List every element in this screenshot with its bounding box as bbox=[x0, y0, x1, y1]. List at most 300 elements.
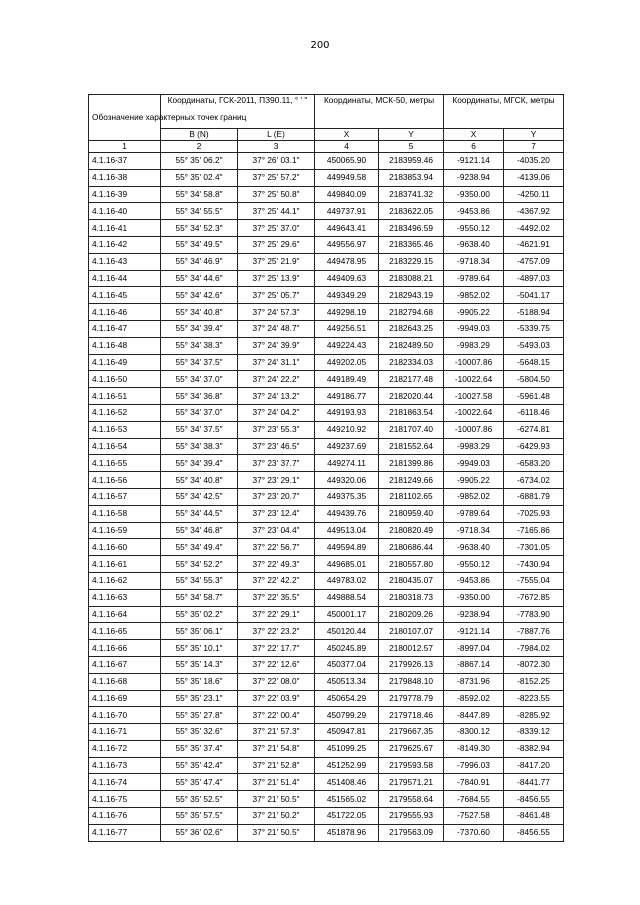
msk-x-cell: 449685.01 bbox=[315, 556, 379, 573]
header-l: L (E) bbox=[238, 129, 315, 141]
longitude-l-cell: 37° 22' 56.7" bbox=[238, 539, 315, 556]
latitude-b-cell: 55° 35' 23.1" bbox=[161, 690, 238, 707]
msk-x-cell: 450947.81 bbox=[315, 724, 379, 741]
point-id-cell: 4.1.16-39 bbox=[89, 186, 161, 203]
table-row bbox=[89, 438, 564, 455]
longitude-l-cell: 37° 21' 50.5" bbox=[238, 824, 315, 841]
longitude-l-cell: 37° 21' 51.4" bbox=[238, 774, 315, 791]
mgsk-x-cell: -10007.86 bbox=[444, 354, 504, 371]
mgsk-x-cell: -9905.22 bbox=[444, 472, 504, 489]
mgsk-y-cell: -5493.03 bbox=[504, 337, 564, 354]
table-row bbox=[89, 287, 564, 304]
column-number: 1 bbox=[89, 141, 161, 153]
mgsk-x-cell: -9238.94 bbox=[444, 169, 504, 186]
msk-x-cell: 451878.96 bbox=[315, 824, 379, 841]
latitude-b-cell: 55° 34' 49.4" bbox=[161, 539, 238, 556]
point-id-cell: 4.1.16-53 bbox=[89, 421, 161, 438]
mgsk-x-cell: -9453.86 bbox=[444, 203, 504, 220]
mgsk-y-cell: -7984.02 bbox=[504, 640, 564, 657]
point-id-cell: 4.1.16-65 bbox=[89, 623, 161, 640]
point-id-cell: 4.1.16-59 bbox=[89, 522, 161, 539]
msk-y-cell: 2180557.80 bbox=[379, 556, 444, 573]
point-id-cell: 4.1.16-64 bbox=[89, 606, 161, 623]
point-id-cell: 4.1.16-55 bbox=[89, 455, 161, 472]
page-number: 200 bbox=[310, 40, 330, 51]
mgsk-x-cell: -8731.96 bbox=[444, 673, 504, 690]
mgsk-y-cell: -4139.06 bbox=[504, 169, 564, 186]
msk-y-cell: 2182020.44 bbox=[379, 388, 444, 405]
msk-y-cell: 2179718.46 bbox=[379, 707, 444, 724]
point-id-cell: 4.1.16-47 bbox=[89, 320, 161, 337]
point-id-cell: 4.1.16-73 bbox=[89, 757, 161, 774]
longitude-l-cell: 37° 21' 50.5" bbox=[238, 791, 315, 808]
latitude-b-cell: 55° 34' 46.8" bbox=[161, 522, 238, 539]
msk-x-cell: 449193.93 bbox=[315, 404, 379, 421]
msk-y-cell: 2180959.40 bbox=[379, 505, 444, 522]
mgsk-x-cell: -9121.14 bbox=[444, 623, 504, 640]
mgsk-y-cell: -8417.20 bbox=[504, 757, 564, 774]
point-id-cell: 4.1.16-45 bbox=[89, 287, 161, 304]
mgsk-x-cell: -9550.12 bbox=[444, 556, 504, 573]
msk-x-cell: 449513.04 bbox=[315, 522, 379, 539]
mgsk-x-cell: -9350.00 bbox=[444, 186, 504, 203]
point-id-cell: 4.1.16-61 bbox=[89, 556, 161, 573]
msk-x-cell: 449320.06 bbox=[315, 472, 379, 489]
msk-x-cell: 451099.25 bbox=[315, 740, 379, 757]
longitude-l-cell: 37° 24' 22.2" bbox=[238, 371, 315, 388]
table-row bbox=[89, 589, 564, 606]
longitude-l-cell: 37° 24' 31.1" bbox=[238, 354, 315, 371]
table-row bbox=[89, 203, 564, 220]
msk-y-cell: 2179848.10 bbox=[379, 673, 444, 690]
mgsk-y-cell: -6429.93 bbox=[504, 438, 564, 455]
table-row bbox=[89, 270, 564, 287]
mgsk-x-cell: -9852.02 bbox=[444, 287, 504, 304]
table-row bbox=[89, 774, 564, 791]
msk-x-cell: 450799.29 bbox=[315, 707, 379, 724]
mgsk-y-cell: -5961.48 bbox=[504, 388, 564, 405]
table-row bbox=[89, 673, 564, 690]
mgsk-x-cell: -7684.55 bbox=[444, 791, 504, 808]
mgsk-x-cell: -9638.40 bbox=[444, 539, 504, 556]
table-row bbox=[89, 455, 564, 472]
latitude-b-cell: 55° 34' 37.5" bbox=[161, 421, 238, 438]
longitude-l-cell: 37° 26' 03.1" bbox=[238, 153, 315, 170]
longitude-l-cell: 37° 23' 12.4" bbox=[238, 505, 315, 522]
latitude-b-cell: 55° 34' 39.4" bbox=[161, 320, 238, 337]
msk-y-cell: 2181399.86 bbox=[379, 455, 444, 472]
coordinates-table bbox=[88, 94, 564, 842]
longitude-l-cell: 37° 23' 37.7" bbox=[238, 455, 315, 472]
msk-y-cell: 2180435.07 bbox=[379, 572, 444, 589]
point-id-cell: 4.1.16-63 bbox=[89, 589, 161, 606]
point-id-cell: 4.1.16-67 bbox=[89, 656, 161, 673]
point-id-cell: 4.1.16-75 bbox=[89, 791, 161, 808]
mgsk-y-cell: -6274.81 bbox=[504, 421, 564, 438]
msk-y-cell: 2183622.05 bbox=[379, 203, 444, 220]
msk-y-cell: 2182794.68 bbox=[379, 304, 444, 321]
latitude-b-cell: 55° 34' 37.0" bbox=[161, 371, 238, 388]
mgsk-y-cell: -6118.46 bbox=[504, 404, 564, 421]
mgsk-y-cell: -4757.09 bbox=[504, 253, 564, 270]
mgsk-y-cell: -5648.15 bbox=[504, 354, 564, 371]
latitude-b-cell: 55° 34' 39.4" bbox=[161, 455, 238, 472]
mgsk-y-cell: -8339.12 bbox=[504, 724, 564, 741]
mgsk-y-cell: -8456.55 bbox=[504, 791, 564, 808]
longitude-l-cell: 37° 23' 20.7" bbox=[238, 488, 315, 505]
mgsk-y-cell: -7672.85 bbox=[504, 589, 564, 606]
mgsk-y-cell: -8382.94 bbox=[504, 740, 564, 757]
point-id-cell: 4.1.16-68 bbox=[89, 673, 161, 690]
mgsk-x-cell: -9350.00 bbox=[444, 589, 504, 606]
table-row bbox=[89, 421, 564, 438]
mgsk-x-cell: -7840.91 bbox=[444, 774, 504, 791]
latitude-b-cell: 55° 35' 42.4" bbox=[161, 757, 238, 774]
latitude-b-cell: 55° 34' 42.6" bbox=[161, 287, 238, 304]
msk-x-cell: 449237.69 bbox=[315, 438, 379, 455]
column-number: 5 bbox=[379, 141, 444, 153]
msk-y-cell: 2183741.32 bbox=[379, 186, 444, 203]
msk-y-cell: 2179778.79 bbox=[379, 690, 444, 707]
longitude-l-cell: 37° 23' 29.1" bbox=[238, 472, 315, 489]
table-row bbox=[89, 572, 564, 589]
msk-y-cell: 2179593.58 bbox=[379, 757, 444, 774]
mgsk-x-cell: -8300.12 bbox=[444, 724, 504, 741]
msk-y-cell: 2182489.50 bbox=[379, 337, 444, 354]
table-row bbox=[89, 169, 564, 186]
msk-y-cell: 2182643.25 bbox=[379, 320, 444, 337]
msk-x-cell: 449202.05 bbox=[315, 354, 379, 371]
latitude-b-cell: 55° 36' 02.6" bbox=[161, 824, 238, 841]
table-row bbox=[89, 304, 564, 321]
point-id-cell: 4.1.16-76 bbox=[89, 808, 161, 825]
longitude-l-cell: 37° 24' 48.7" bbox=[238, 320, 315, 337]
latitude-b-cell: 55° 35' 18.6" bbox=[161, 673, 238, 690]
point-id-cell: 4.1.16-43 bbox=[89, 253, 161, 270]
msk-y-cell: 2183229.15 bbox=[379, 253, 444, 270]
mgsk-y-cell: -4492.02 bbox=[504, 220, 564, 237]
table-row bbox=[89, 186, 564, 203]
mgsk-y-cell: -8456.55 bbox=[504, 824, 564, 841]
mgsk-x-cell: -9453.86 bbox=[444, 572, 504, 589]
mgsk-x-cell: -8997.04 bbox=[444, 640, 504, 657]
mgsk-x-cell: -9949.03 bbox=[444, 455, 504, 472]
msk-x-cell: 449783.02 bbox=[315, 572, 379, 589]
mgsk-x-cell: -9638.40 bbox=[444, 236, 504, 253]
longitude-l-cell: 37° 25' 57.2" bbox=[238, 169, 315, 186]
msk-y-cell: 2179558.64 bbox=[379, 791, 444, 808]
mgsk-x-cell: -9905.22 bbox=[444, 304, 504, 321]
point-id-cell: 4.1.16-48 bbox=[89, 337, 161, 354]
point-id-cell: 4.1.16-56 bbox=[89, 472, 161, 489]
header-msk-coordinates: Координаты, МСК-50, метры bbox=[315, 95, 444, 129]
mgsk-y-cell: -8441.77 bbox=[504, 774, 564, 791]
table-row bbox=[89, 320, 564, 337]
latitude-b-cell: 55° 34' 36.8" bbox=[161, 388, 238, 405]
table-row bbox=[89, 220, 564, 237]
msk-y-cell: 2181707.40 bbox=[379, 421, 444, 438]
longitude-l-cell: 37° 22' 23.2" bbox=[238, 623, 315, 640]
msk-y-cell: 2182334.03 bbox=[379, 354, 444, 371]
msk-y-cell: 2183959.46 bbox=[379, 153, 444, 170]
latitude-b-cell: 55° 34' 38.3" bbox=[161, 438, 238, 455]
longitude-l-cell: 37° 24' 57.3" bbox=[238, 304, 315, 321]
mgsk-x-cell: -9852.02 bbox=[444, 488, 504, 505]
msk-x-cell: 449888.54 bbox=[315, 589, 379, 606]
mgsk-y-cell: -4621.91 bbox=[504, 236, 564, 253]
table-row bbox=[89, 757, 564, 774]
longitude-l-cell: 37° 23' 04.4" bbox=[238, 522, 315, 539]
mgsk-x-cell: -9718.34 bbox=[444, 253, 504, 270]
msk-x-cell: 449375.35 bbox=[315, 488, 379, 505]
point-id-cell: 4.1.16-74 bbox=[89, 774, 161, 791]
mgsk-y-cell: -4035.20 bbox=[504, 153, 564, 170]
msk-x-cell: 449439.76 bbox=[315, 505, 379, 522]
mgsk-x-cell: -7996.03 bbox=[444, 757, 504, 774]
msk-x-cell: 449186.77 bbox=[315, 388, 379, 405]
latitude-b-cell: 55° 34' 58.8" bbox=[161, 186, 238, 203]
latitude-b-cell: 55° 34' 40.8" bbox=[161, 304, 238, 321]
latitude-b-cell: 55° 34' 42.5" bbox=[161, 488, 238, 505]
header-gsk-coordinates: Координаты, ГСК-2011, ПЗ90.11, ° ' " bbox=[161, 95, 315, 129]
msk-x-cell: 449189.49 bbox=[315, 371, 379, 388]
mgsk-x-cell: -8592.02 bbox=[444, 690, 504, 707]
msk-y-cell: 2180686.44 bbox=[379, 539, 444, 556]
longitude-l-cell: 37° 24' 04.2" bbox=[238, 404, 315, 421]
latitude-b-cell: 55° 35' 57.5" bbox=[161, 808, 238, 825]
mgsk-y-cell: -8285.92 bbox=[504, 707, 564, 724]
latitude-b-cell: 55° 35' 47.4" bbox=[161, 774, 238, 791]
longitude-l-cell: 37° 21' 52.8" bbox=[238, 757, 315, 774]
mgsk-y-cell: -5339.75 bbox=[504, 320, 564, 337]
mgsk-y-cell: -6583.20 bbox=[504, 455, 564, 472]
point-id-cell: 4.1.16-40 bbox=[89, 203, 161, 220]
msk-y-cell: 2180318.73 bbox=[379, 589, 444, 606]
mgsk-x-cell: -9789.64 bbox=[444, 505, 504, 522]
mgsk-x-cell: -8867.14 bbox=[444, 656, 504, 673]
mgsk-x-cell: -10022.64 bbox=[444, 371, 504, 388]
mgsk-x-cell: -8447.89 bbox=[444, 707, 504, 724]
point-id-cell: 4.1.16-54 bbox=[89, 438, 161, 455]
msk-y-cell: 2179625.67 bbox=[379, 740, 444, 757]
mgsk-x-cell: -9550.12 bbox=[444, 220, 504, 237]
msk-x-cell: 450001.17 bbox=[315, 606, 379, 623]
longitude-l-cell: 37° 25' 21.9" bbox=[238, 253, 315, 270]
table-row bbox=[89, 472, 564, 489]
latitude-b-cell: 55° 34' 37.0" bbox=[161, 404, 238, 421]
table-row bbox=[89, 371, 564, 388]
point-id-cell: 4.1.16-72 bbox=[89, 740, 161, 757]
longitude-l-cell: 37° 22' 03.9" bbox=[238, 690, 315, 707]
mgsk-y-cell: -7430.94 bbox=[504, 556, 564, 573]
msk-x-cell: 451565.02 bbox=[315, 791, 379, 808]
table-row bbox=[89, 707, 564, 724]
column-number: 7 bbox=[504, 141, 564, 153]
msk-x-cell: 450513.34 bbox=[315, 673, 379, 690]
mgsk-y-cell: -6881.79 bbox=[504, 488, 564, 505]
msk-y-cell: 2183365.46 bbox=[379, 236, 444, 253]
msk-x-cell: 449224.43 bbox=[315, 337, 379, 354]
table-row bbox=[89, 388, 564, 405]
latitude-b-cell: 55° 34' 44.5" bbox=[161, 505, 238, 522]
latitude-b-cell: 55° 34' 40.8" bbox=[161, 472, 238, 489]
point-id-cell: 4.1.16-51 bbox=[89, 388, 161, 405]
header-point-designation: Обозначение характерных точек границ bbox=[89, 95, 161, 141]
point-id-cell: 4.1.16-41 bbox=[89, 220, 161, 237]
table-row bbox=[89, 791, 564, 808]
latitude-b-cell: 55° 34' 44.6" bbox=[161, 270, 238, 287]
point-id-cell: 4.1.16-70 bbox=[89, 707, 161, 724]
msk-x-cell: 450120.44 bbox=[315, 623, 379, 640]
msk-x-cell: 449478.95 bbox=[315, 253, 379, 270]
header-b: B (N) bbox=[161, 129, 238, 141]
table-row bbox=[89, 153, 564, 170]
msk-x-cell: 449949.58 bbox=[315, 169, 379, 186]
longitude-l-cell: 37° 23' 46.5" bbox=[238, 438, 315, 455]
mgsk-y-cell: -7783.90 bbox=[504, 606, 564, 623]
header-mgsk-coordinates: Координаты, МГСК, метры bbox=[444, 95, 564, 129]
longitude-l-cell: 37° 22' 17.7" bbox=[238, 640, 315, 657]
column-number: 3 bbox=[238, 141, 315, 153]
point-id-cell: 4.1.16-38 bbox=[89, 169, 161, 186]
latitude-b-cell: 55° 35' 37.4" bbox=[161, 740, 238, 757]
mgsk-y-cell: -5041.17 bbox=[504, 287, 564, 304]
mgsk-y-cell: -4897.03 bbox=[504, 270, 564, 287]
mgsk-y-cell: -4250.11 bbox=[504, 186, 564, 203]
point-id-cell: 4.1.16-62 bbox=[89, 572, 161, 589]
msk-y-cell: 2181863.54 bbox=[379, 404, 444, 421]
column-number: 2 bbox=[161, 141, 238, 153]
mgsk-x-cell: -10022.64 bbox=[444, 404, 504, 421]
latitude-b-cell: 55° 34' 58.7" bbox=[161, 589, 238, 606]
column-number: 6 bbox=[444, 141, 504, 153]
latitude-b-cell: 55° 35' 14.3" bbox=[161, 656, 238, 673]
latitude-b-cell: 55° 34' 55.3" bbox=[161, 572, 238, 589]
table-row bbox=[89, 724, 564, 741]
longitude-l-cell: 37° 22' 29.1" bbox=[238, 606, 315, 623]
mgsk-x-cell: -9121.14 bbox=[444, 153, 504, 170]
longitude-l-cell: 37° 22' 35.5" bbox=[238, 589, 315, 606]
mgsk-y-cell: -6734.02 bbox=[504, 472, 564, 489]
mgsk-x-cell: -10007.86 bbox=[444, 421, 504, 438]
table-row bbox=[89, 740, 564, 757]
longitude-l-cell: 37° 25' 05.7" bbox=[238, 287, 315, 304]
latitude-b-cell: 55° 35' 27.8" bbox=[161, 707, 238, 724]
mgsk-y-cell: -4367.92 bbox=[504, 203, 564, 220]
msk-y-cell: 2180012.57 bbox=[379, 640, 444, 657]
longitude-l-cell: 37° 22' 12.6" bbox=[238, 656, 315, 673]
latitude-b-cell: 55° 34' 37.5" bbox=[161, 354, 238, 371]
mgsk-y-cell: -7887.76 bbox=[504, 623, 564, 640]
mgsk-y-cell: -8223.55 bbox=[504, 690, 564, 707]
mgsk-x-cell: -9983.29 bbox=[444, 438, 504, 455]
point-id-cell: 4.1.16-37 bbox=[89, 153, 161, 170]
longitude-l-cell: 37° 22' 42.2" bbox=[238, 572, 315, 589]
longitude-l-cell: 37° 25' 50.8" bbox=[238, 186, 315, 203]
mgsk-x-cell: -9718.34 bbox=[444, 522, 504, 539]
longitude-l-cell: 37° 21' 50.2" bbox=[238, 808, 315, 825]
msk-x-cell: 449210.92 bbox=[315, 421, 379, 438]
latitude-b-cell: 55° 35' 06.1" bbox=[161, 623, 238, 640]
msk-y-cell: 2179563.09 bbox=[379, 824, 444, 841]
mgsk-y-cell: -8072.30 bbox=[504, 656, 564, 673]
longitude-l-cell: 37° 25' 44.1" bbox=[238, 203, 315, 220]
msk-y-cell: 2180209.26 bbox=[379, 606, 444, 623]
point-id-cell: 4.1.16-52 bbox=[89, 404, 161, 421]
table-row bbox=[89, 539, 564, 556]
table-row bbox=[89, 253, 564, 270]
msk-x-cell: 450654.29 bbox=[315, 690, 379, 707]
latitude-b-cell: 55° 34' 55.5" bbox=[161, 203, 238, 220]
longitude-l-cell: 37° 21' 54.8" bbox=[238, 740, 315, 757]
point-id-cell: 4.1.16-60 bbox=[89, 539, 161, 556]
latitude-b-cell: 55° 34' 52.2" bbox=[161, 556, 238, 573]
table-row bbox=[89, 522, 564, 539]
msk-y-cell: 2182943.19 bbox=[379, 287, 444, 304]
msk-y-cell: 2180820.49 bbox=[379, 522, 444, 539]
table-row bbox=[89, 606, 564, 623]
msk-x-cell: 449840.09 bbox=[315, 186, 379, 203]
point-id-cell: 4.1.16-69 bbox=[89, 690, 161, 707]
msk-y-cell: 2179571.21 bbox=[379, 774, 444, 791]
latitude-b-cell: 55° 35' 52.5" bbox=[161, 791, 238, 808]
mgsk-y-cell: -7555.04 bbox=[504, 572, 564, 589]
header-msk-y: Y bbox=[379, 129, 444, 141]
table-row bbox=[89, 824, 564, 841]
point-id-cell: 4.1.16-50 bbox=[89, 371, 161, 388]
longitude-l-cell: 37° 25' 29.6" bbox=[238, 236, 315, 253]
latitude-b-cell: 55° 34' 38.3" bbox=[161, 337, 238, 354]
latitude-b-cell: 55° 34' 49.5" bbox=[161, 236, 238, 253]
mgsk-y-cell: -5188.94 bbox=[504, 304, 564, 321]
mgsk-y-cell: -5804.50 bbox=[504, 371, 564, 388]
column-number: 4 bbox=[315, 141, 379, 153]
msk-y-cell: 2181552.64 bbox=[379, 438, 444, 455]
longitude-l-cell: 37° 22' 00.4" bbox=[238, 707, 315, 724]
longitude-l-cell: 37° 22' 49.3" bbox=[238, 556, 315, 573]
msk-x-cell: 449643.41 bbox=[315, 220, 379, 237]
latitude-b-cell: 55° 35' 02.4" bbox=[161, 169, 238, 186]
longitude-l-cell: 37° 25' 13.9" bbox=[238, 270, 315, 287]
header-mgsk-y: Y bbox=[504, 129, 564, 141]
msk-x-cell: 449298.19 bbox=[315, 304, 379, 321]
table-row bbox=[89, 556, 564, 573]
mgsk-y-cell: -8152.25 bbox=[504, 673, 564, 690]
msk-y-cell: 2179667.35 bbox=[379, 724, 444, 741]
table-row bbox=[89, 505, 564, 522]
point-id-cell: 4.1.16-66 bbox=[89, 640, 161, 657]
longitude-l-cell: 37° 23' 55.3" bbox=[238, 421, 315, 438]
point-id-cell: 4.1.16-71 bbox=[89, 724, 161, 741]
msk-y-cell: 2183853.94 bbox=[379, 169, 444, 186]
longitude-l-cell: 37° 24' 39.9" bbox=[238, 337, 315, 354]
table-row bbox=[89, 656, 564, 673]
msk-x-cell: 451408.46 bbox=[315, 774, 379, 791]
table-row bbox=[89, 236, 564, 253]
mgsk-x-cell: -9238.94 bbox=[444, 606, 504, 623]
table-row bbox=[89, 808, 564, 825]
mgsk-x-cell: -9949.03 bbox=[444, 320, 504, 337]
mgsk-y-cell: -7025.93 bbox=[504, 505, 564, 522]
longitude-l-cell: 37° 21' 57.3" bbox=[238, 724, 315, 741]
msk-x-cell: 449594.89 bbox=[315, 539, 379, 556]
msk-x-cell: 449349.29 bbox=[315, 287, 379, 304]
mgsk-x-cell: -9983.29 bbox=[444, 337, 504, 354]
table-row bbox=[89, 337, 564, 354]
msk-x-cell: 449556.97 bbox=[315, 236, 379, 253]
latitude-b-cell: 55° 34' 46.9" bbox=[161, 253, 238, 270]
mgsk-x-cell: -9789.64 bbox=[444, 270, 504, 287]
